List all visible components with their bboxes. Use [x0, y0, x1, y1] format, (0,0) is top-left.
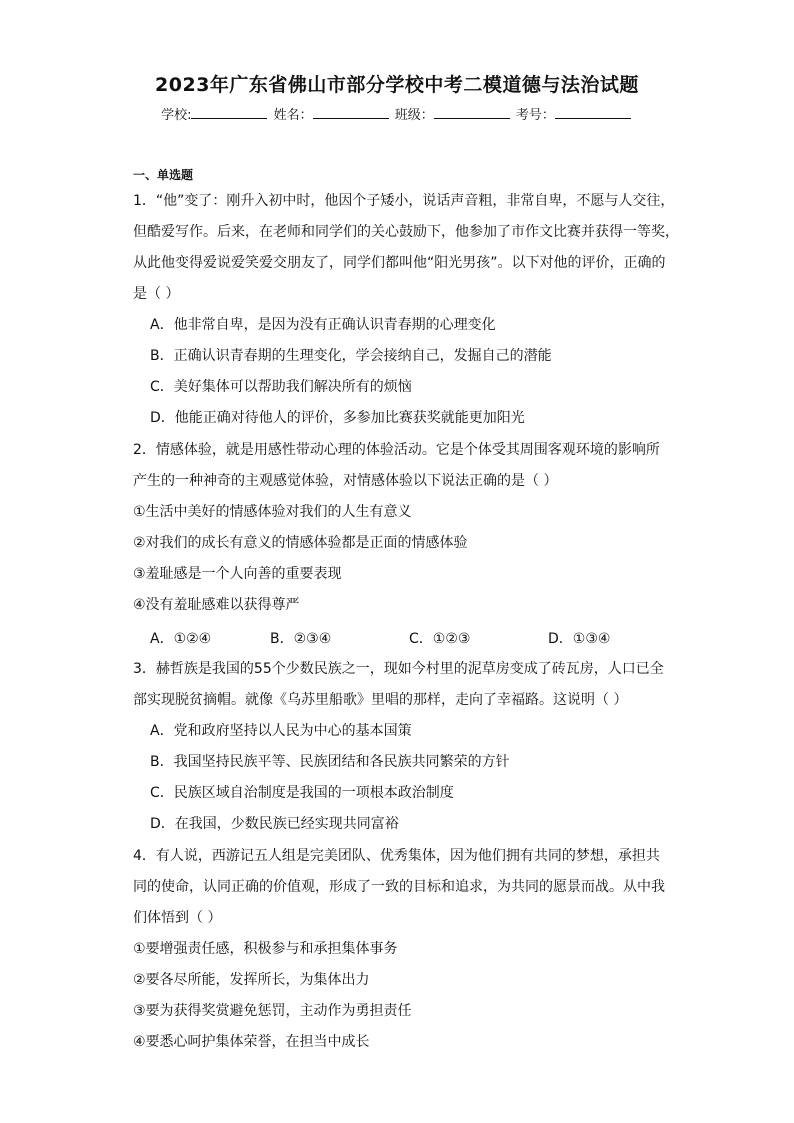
question-4-statement: ①要增强责任感，积极参与和承担集体事务 — [133, 941, 398, 957]
question-4-line: 同的使命，认同正确的价值观，形成了一致的目标和追求，为共同的愿景而战。从中我 — [133, 879, 665, 895]
section-heading: 一、单选题 — [133, 168, 194, 182]
question-3-option-a: A．党和政府坚持以人民为中心的基本国策 — [150, 723, 412, 739]
question-2-option-a: A．①②④ — [150, 631, 212, 647]
question-3-line: 3．赫哲族是我国的55个少数民族之一，现如今村里的泥草房变成了砖瓦房，人口已全 — [133, 661, 664, 677]
question-1-option-c: C．美好集体可以帮助我们解决所有的烦恼 — [150, 379, 412, 395]
question-3-option-d: D．在我国，少数民族已经实现共同富裕 — [150, 816, 399, 832]
question-3-option-c: C．民族区域自治制度是我国的一项根本政治制度 — [150, 785, 454, 801]
question-2-line: 2．情感体验，就是用感性带动心理的体验活动。它是个体受其周围客观环境的影响所 — [133, 442, 660, 458]
question-1-line: 但酷爱写作。后来，在老师和同学们的关心鼓励下，他参加了市作文比赛并获得一等奖， — [133, 224, 679, 240]
question-4-statement: ③要为获得奖赏避免惩罚，主动作为勇担责任 — [133, 1003, 412, 1019]
question-2-statement: ②对我们的成长有意义的情感体验都是正面的情感体验 — [133, 535, 468, 551]
name-label: 姓名： — [273, 108, 313, 123]
question-2-line: 产生的一种神奇的主观感觉体验，对情感体验以下说法正确的是（ ） — [133, 473, 558, 489]
student-info-row — [0, 104, 794, 123]
question-2-options — [150, 628, 670, 648]
question-3-line: 部实现脱贫摘帽。就像《乌苏里船歌》里唱的那样，走向了幸福路。这说明（ ） — [133, 692, 628, 708]
name-blank[interactable] — [313, 106, 389, 119]
question-2-option-c: C．①②③ — [409, 631, 471, 647]
question-1-option-a: A．他非常自卑，是因为没有正确认识青春期的心理变化 — [150, 317, 496, 333]
question-3-option-b: B．我国坚持民族平等、民族团结和各民族共同繁荣的方针 — [150, 754, 510, 770]
question-4-line: 4．有人说，西游记五人组是完美团队、优秀集体，因为他们拥有共同的梦想，承担共 — [133, 848, 660, 864]
question-1-option-b: B．正确认识青春期的生理变化，学会接纳自己，发掘自己的潜能 — [150, 348, 552, 364]
class-blank[interactable] — [434, 106, 510, 119]
exam-no-blank[interactable] — [555, 106, 631, 119]
school-label: 学校: — [161, 108, 192, 123]
question-1-line: 1．“他”变了：刚升入初中时，他因个子矮小，说话声音粗，非常自卑，不愿与人交往， — [133, 193, 675, 209]
question-1-line: 从此他变得爱说爱笑爱交朋友了，同学们都叫他“阳光男孩”。以下对他的评价，正确的 — [133, 255, 666, 271]
question-1-line: 是（ ） — [133, 286, 180, 302]
question-2-statement: ①生活中美好的情感体验对我们的人生有意义 — [133, 504, 412, 520]
question-2-option-d: D．①③④ — [548, 631, 611, 647]
page-title: 2023年广东省佛山市部分学校中考二模道德与法治试题 — [155, 74, 639, 96]
question-2-statement: ④没有羞耻感难以获得尊严 — [133, 597, 300, 613]
question-2-statement: ③羞耻感是一个人向善的重要表现 — [133, 566, 342, 582]
question-1-option-d: D．他能正确对待他人的评价，多参加比赛获奖就能更加阳光 — [150, 410, 525, 426]
question-4-line: 们体悟到（ ） — [133, 910, 222, 926]
question-4-statement: ②要各尽所能，发挥所长，为集体出力 — [133, 972, 370, 988]
question-4-statement: ④要悉心呵护集体荣誉，在担当中成长 — [133, 1034, 370, 1050]
question-2-option-b: B．②③④ — [270, 631, 332, 647]
exam-no-label: 考号： — [515, 108, 555, 123]
class-label: 班级： — [394, 108, 434, 123]
school-blank[interactable] — [191, 106, 267, 119]
